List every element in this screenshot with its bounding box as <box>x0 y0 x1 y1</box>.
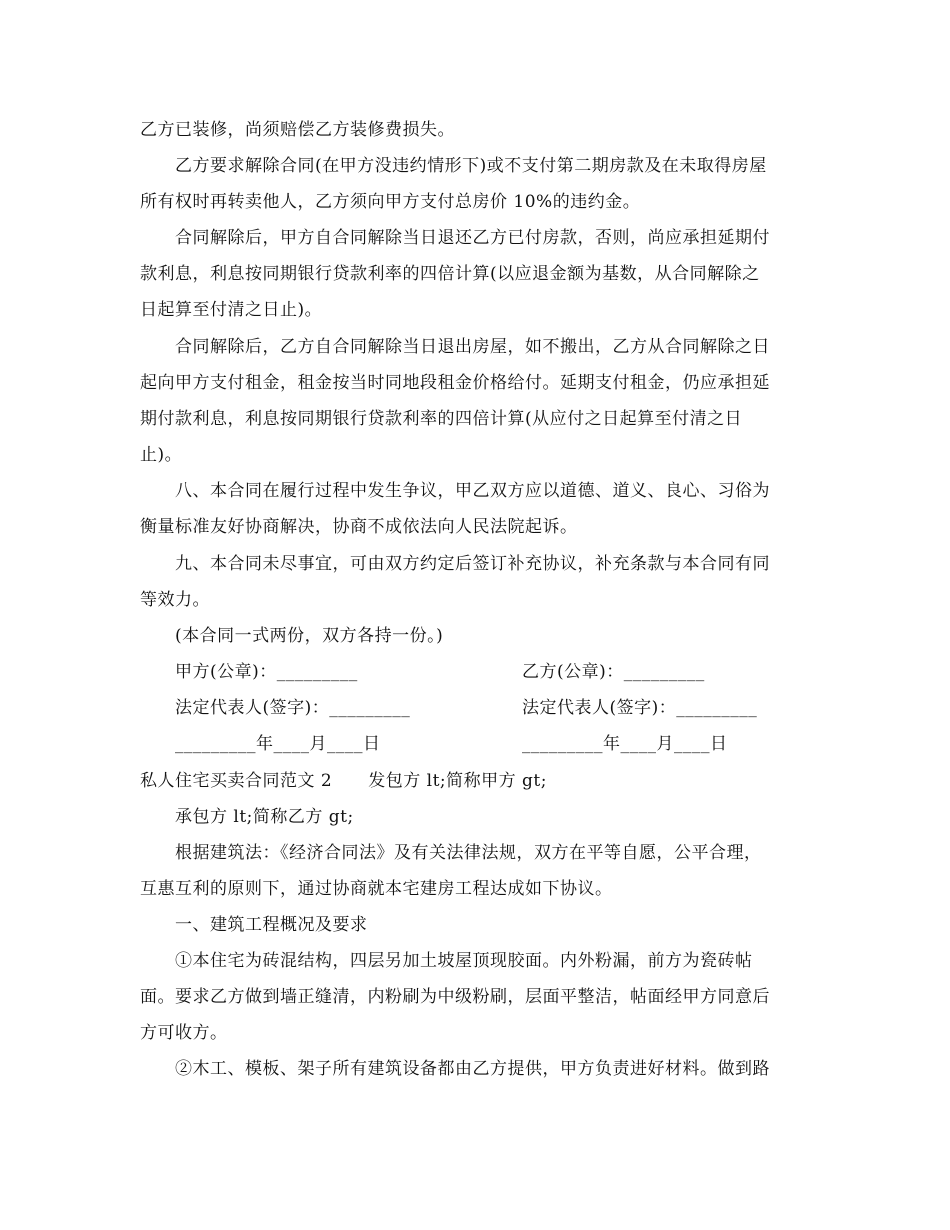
paragraph-line: 乙方已装修，尚须赔偿乙方装修费损失。 <box>140 120 455 140</box>
paragraph-line: ②木工、模板、架子所有建筑设备都由乙方提供，甲方负责进好材料。做到路 <box>175 1059 770 1079</box>
party-a-seal: 甲方(公章)：_________ <box>175 662 358 682</box>
paragraph-line: ①本住宅为砖混结构，四层另加土坡屋顶现胶面。内外粉漏，前方为瓷砖帖 <box>175 951 753 971</box>
party-a-representative: 法定代表人(签字)：_________ <box>175 698 411 718</box>
paragraph-line: 起向甲方支付租金，租金按当时同地段租金价格给付。延期支付租金，仍应承担延 <box>140 373 770 393</box>
party-b-date: _________年____月____日 <box>522 734 728 754</box>
paragraph-line: 日起算至付清之日止)。 <box>140 300 323 320</box>
paragraph-line: 九、本合同未尽事宜，可由双方约定后签订补充协议，补充条款与本合同有同 <box>175 554 770 574</box>
paragraph-line: 衡量标准友好协商解决，协商不成依法向人民法院起诉。 <box>140 517 578 537</box>
paragraph-line: 合同解除后，甲方自合同解除当日退还乙方已付房款，否则，尚应承担延期付 <box>175 228 770 248</box>
paragraph-line: 等效力。 <box>140 590 210 610</box>
paragraph-line: 期付款利息，利息按同期银行贷款利率的四倍计算(从应付之日起算至付清之日 <box>140 409 743 429</box>
paragraph-line: 款利息，利息按同期银行贷款利率的四倍计算(以应退金额为基数，从合同解除之 <box>140 264 760 284</box>
contractor-party: 发包方 lt;简称甲方 gt; <box>368 771 547 791</box>
paragraph-line: 所有权时再转卖他人，乙方须向甲方支付总房价 10%的违约金。 <box>140 192 641 212</box>
party-a-date: _________年____月____日 <box>175 734 381 754</box>
paragraph-line: 互惠互利的原则下，通过协商就本宅建房工程达成如下协议。 <box>140 879 613 899</box>
paragraph-line: 根据建筑法：《经济合同法》及有关法律法规，双方在平等自愿，公平合理， <box>175 843 762 863</box>
contractee-party: 承包方 lt;简称乙方 gt; <box>175 807 354 827</box>
paragraph-line: 方可收方。 <box>140 1023 228 1043</box>
paragraph-line: 乙方要求解除合同(在甲方没违约情形下)或不支付第二期房款及在未取得房屋 <box>175 156 767 176</box>
paragraph-line: 八、本合同在履行过程中发生争议，甲乙双方应以道德、道义、良心、习俗为 <box>175 481 770 501</box>
section-heading-line <box>140 770 547 792</box>
party-b-representative: 法定代表人(签字)：_________ <box>522 698 758 718</box>
paragraph-line: 面。要求乙方做到墙正缝清，内粉刷为中级粉刷，层面平整洁，帖面经甲方同意后 <box>140 987 770 1007</box>
clause-heading: 一、建筑工程概况及要求 <box>175 915 368 935</box>
section-title: 私人住宅买卖合同范文 2 <box>140 771 333 791</box>
paragraph-line: 止)。 <box>140 445 183 465</box>
paragraph-line: 合同解除后，乙方自合同解除当日退出房屋，如不搬出，乙方从合同解除之日 <box>175 337 770 357</box>
paragraph-line: (本合同一式两份，双方各持一份。) <box>175 626 444 646</box>
party-b-seal: 乙方(公章)：_________ <box>522 662 705 682</box>
